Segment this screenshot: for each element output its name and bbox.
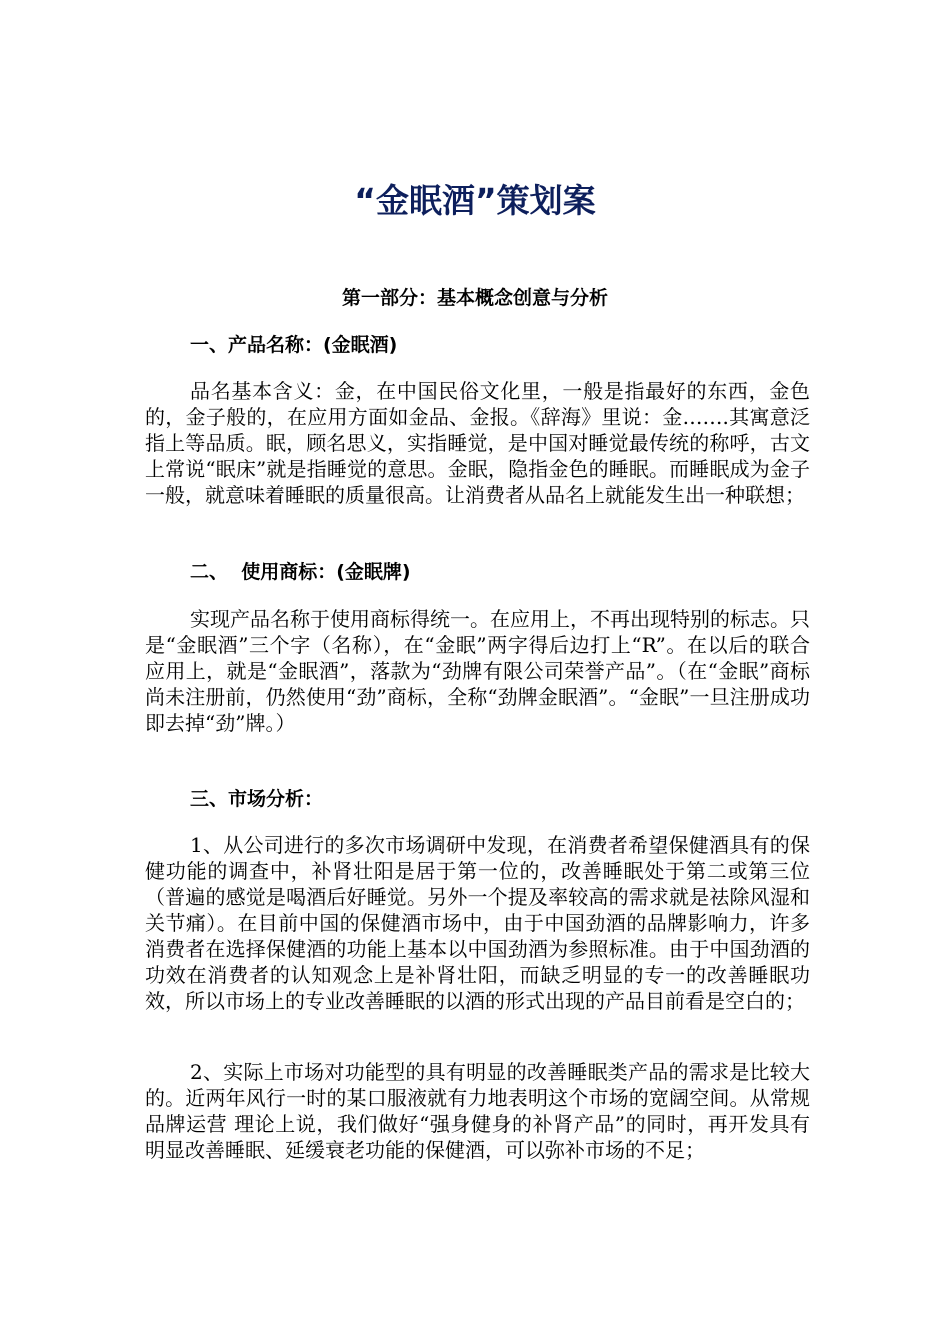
section-heading-trademark: 二、 使用商标：(金眠牌) (190, 561, 411, 583)
part-heading: 第一部分：基本概念创意与分析 (341, 287, 608, 309)
section-heading-product-name: 一、产品名称：(金眠酒) (190, 334, 398, 356)
paragraph-market-analysis-1: 1、从公司进行的多次市场调研中发现，在消费者希望保健酒具有的保健功能的调查中，补肾壮阳是居于第一位的，改善睡眠处于第二或第三位（普遍的感觉是喝酒后好睡觉。另外一个提及率较高的需求就是祛除风湿和关节痛）。在目前中国的保健酒市场中，由于中国劲酒的品牌影响力，许多消费者在选择保健酒的功能上基本以中国劲酒为参照标准。由于中国劲酒的功效在消费者的认知观念上是补肾壮阳，而缺乏明显的专一的改善睡眠功效，所以市场上的专业改善睡眠的以酒的形式出现的产品目前看是空白的； (145, 833, 810, 1013)
paragraph-trademark: 实现产品名称于使用商标得统一。在应用上，不再出现特别的标志。只是“金眠酒”三个字（名称），在“金眠”两字得后边打上“R”。在以后的联合应用上，就是“金眠酒”，落款为“劲牌有限公司荣誉产品”。（在“金眠”商标尚未注册前，仍然使用“劲”商标，全称“劲牌金眠酒”。“金眠”一旦注册成功即去掉“劲”牌。） (145, 607, 810, 735)
section-heading-market-analysis: 三、市场分析： (190, 788, 324, 810)
document-title: “金眠酒”策划案 (354, 181, 596, 220)
paragraph-product-name: 品名基本含义：金，在中国民俗文化里，一般是指最好的东西，金色的，金子般的，在应用方面如金品、金报。《辞海》里说：金…….其寓意泛指上等品质。眠，顾名思义，实指睡觉，是中国对睡觉最传统的称呼，古文上常说“眠床”就是指睡觉的意思。金眠，隐指金色的睡眠。而睡眠成为金子一般，就意味着睡眠的质量很高。让消费者从品名上就能发生出一种联想； (145, 379, 810, 507)
paragraph-market-analysis-2: 2、实际上市场对功能型的具有明显的改善睡眠类产品的需求是比较大的。近两年风行一时的某口服液就有力地表明这个市场的宽阔空间。从常规品牌运营 理论上说，我们做好“强身健身的补肾产品”的同时，再开发具有明显改善睡眠、延缓衰老功能的保健酒，可以弥补市场的不足； (145, 1060, 810, 1162)
